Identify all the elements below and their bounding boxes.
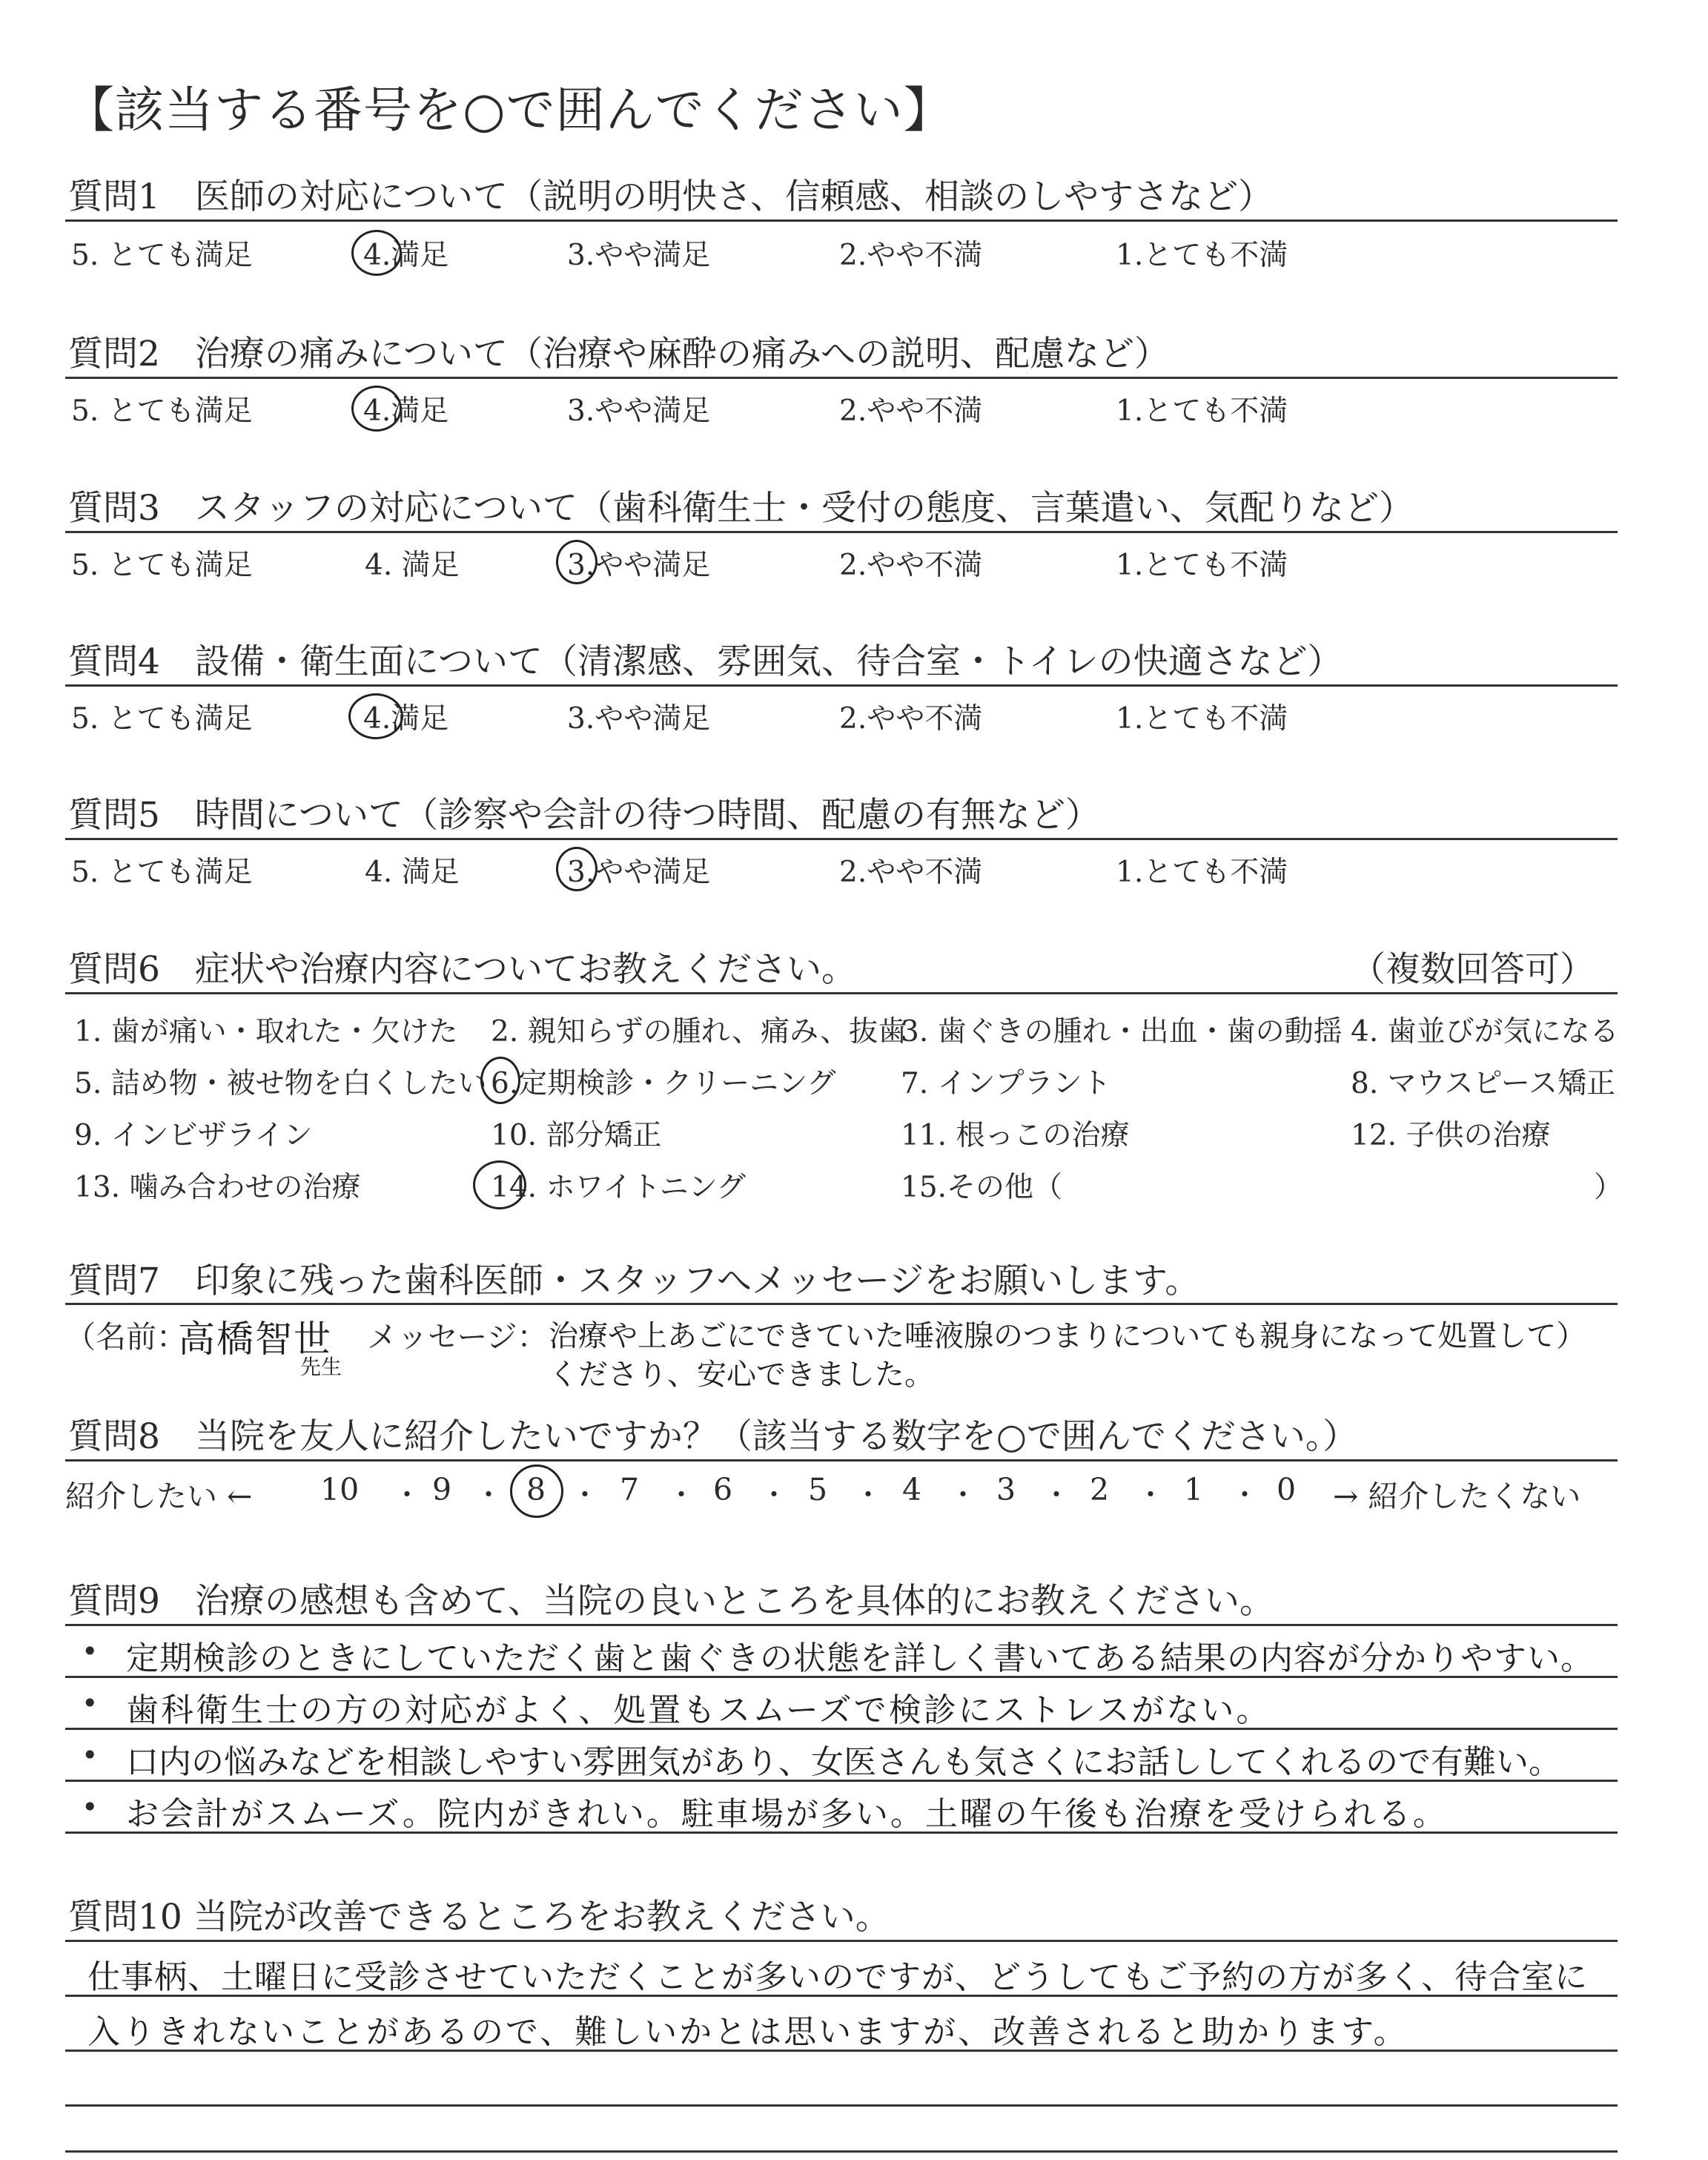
q5-option-5[interactable] bbox=[71, 849, 253, 891]
option-num: 3. bbox=[567, 394, 595, 428]
option-label: とても満足 bbox=[107, 856, 253, 889]
option-label: マウスピース矯正 bbox=[1387, 1067, 1615, 1100]
question-2-heading: 質問2 治療の痛みについて（治療や麻酔の痛みへの説明、配慮など） bbox=[68, 334, 1170, 374]
question-3-heading: 質問3 スタッフの対応について（歯科衛生士・受付の態度、言葉遣い、気配りなど） bbox=[68, 488, 1414, 529]
option-num: 4. bbox=[365, 549, 393, 582]
q3-option-5[interactable] bbox=[71, 542, 253, 584]
q6-option-9[interactable] bbox=[74, 1112, 312, 1154]
option-num: 3. bbox=[567, 549, 595, 582]
option-label: やや満足 bbox=[595, 394, 711, 428]
option-label: とても不満 bbox=[1143, 702, 1288, 736]
option-num: 3. bbox=[567, 702, 595, 736]
option-num: 4. bbox=[365, 856, 393, 889]
q8-scale-2[interactable]: 2 bbox=[1090, 1472, 1110, 1507]
option-label: 歯並びが気になる bbox=[1387, 1015, 1619, 1048]
question-1-heading: 質問1 医師の対応について（説明の明快さ、信頼感、相談のしやすさなど） bbox=[68, 176, 1274, 217]
q6-option-14[interactable] bbox=[491, 1164, 746, 1206]
q7-message-line-1[interactable]: 治療や上あごにできていた唾液腺のつまりについても親身になって処置して） bbox=[549, 1319, 1586, 1353]
option-label: 満足 bbox=[391, 239, 449, 272]
option-num: 2. bbox=[491, 1015, 519, 1048]
q2-option-3[interactable] bbox=[567, 388, 710, 429]
bullet-icon: • bbox=[82, 1635, 99, 1668]
q8-dot: ・ bbox=[1136, 1479, 1165, 1511]
q1-option-5[interactable] bbox=[71, 232, 253, 274]
q6-option-10[interactable] bbox=[491, 1112, 661, 1154]
option-num: 4. bbox=[363, 394, 391, 428]
q4-option-3[interactable] bbox=[567, 696, 710, 737]
option-num: 1. bbox=[1116, 549, 1144, 582]
option-label: 詰め物・被せ物を白くしたい bbox=[110, 1067, 487, 1100]
option-label: 満足 bbox=[391, 702, 449, 736]
q8-scale-1[interactable]: 1 bbox=[1184, 1472, 1204, 1507]
option-num: 12. bbox=[1351, 1119, 1397, 1152]
option-label: 定期検診・クリーニング bbox=[518, 1067, 836, 1100]
q6-option-15[interactable] bbox=[901, 1164, 1062, 1206]
option-num: 7. bbox=[901, 1067, 929, 1100]
q6-option-6[interactable] bbox=[491, 1060, 835, 1102]
q8-scale-9[interactable]: 9 bbox=[432, 1472, 452, 1507]
q6-option-2[interactable] bbox=[491, 1008, 907, 1050]
option-num: 13. bbox=[74, 1171, 121, 1204]
q6-option-4[interactable] bbox=[1351, 1008, 1619, 1050]
q6-other-close: ） bbox=[1594, 1171, 1623, 1204]
option-num: 2. bbox=[839, 856, 867, 889]
question-8-rule bbox=[65, 1459, 1618, 1462]
q8-dot: ・ bbox=[854, 1479, 883, 1511]
option-num: 9. bbox=[74, 1119, 102, 1152]
option-label: ホワイトニング bbox=[546, 1171, 746, 1204]
option-num: 1. bbox=[1116, 856, 1144, 889]
question-6-rule bbox=[65, 992, 1618, 994]
option-label: やや満足 bbox=[595, 856, 711, 889]
q7-name-sub: 先生 bbox=[300, 1355, 342, 1379]
question-9-heading: 質問9 治療の感想も含めて、当院の良いところを具体的にお教えください。 bbox=[68, 1581, 1274, 1622]
option-num: 1. bbox=[74, 1015, 102, 1048]
option-label: 親知らずの腫れ、痛み、抜歯 bbox=[527, 1015, 907, 1048]
q8-scale-6[interactable]: 6 bbox=[713, 1472, 733, 1507]
option-label: とても満足 bbox=[107, 394, 253, 428]
q5-option-4[interactable] bbox=[365, 849, 460, 891]
option-num: 1. bbox=[1116, 702, 1144, 736]
question-2-rule bbox=[65, 377, 1618, 379]
question-5-heading: 質問5 時間について（診察や会計の待つ時間、配慮の有無など） bbox=[68, 795, 1100, 836]
question-5-rule bbox=[65, 838, 1618, 840]
option-num: 11. bbox=[901, 1119, 947, 1152]
q7-message-label: メッセージ： bbox=[367, 1319, 548, 1355]
option-num: 4. bbox=[363, 702, 391, 736]
option-label: 満足 bbox=[401, 549, 460, 582]
option-num: 3. bbox=[901, 1015, 929, 1048]
selection-circle-q8 bbox=[510, 1464, 563, 1518]
bullet-icon: • bbox=[82, 1687, 99, 1720]
q6-option-7[interactable] bbox=[901, 1060, 1111, 1102]
q9-answer-4[interactable]: お会計がスムーズ。院内がきれい。駐車場が多い。土曜の午後も治療を受けられる。 bbox=[126, 1795, 1448, 1833]
q3-option-2[interactable] bbox=[839, 542, 982, 584]
q8-dot: ・ bbox=[1231, 1479, 1260, 1511]
form-title: 【該当する番号を○で囲んでください】 bbox=[65, 82, 953, 139]
option-num: 4. bbox=[363, 239, 391, 272]
selection-circle-q1 bbox=[351, 230, 402, 276]
q8-dot: ・ bbox=[760, 1479, 789, 1511]
option-label: やや満足 bbox=[595, 549, 711, 582]
option-label: やや不満 bbox=[867, 549, 983, 582]
option-label: 満足 bbox=[391, 394, 449, 428]
option-num: 5. bbox=[71, 239, 99, 272]
q8-dot: ・ bbox=[393, 1479, 422, 1511]
option-label: インプラント bbox=[937, 1067, 1111, 1100]
option-num: 5. bbox=[74, 1067, 102, 1100]
q8-dot: ・ bbox=[667, 1479, 696, 1511]
q3-option-4[interactable] bbox=[365, 542, 460, 584]
selection-circle-q5 bbox=[556, 847, 598, 891]
q8-scale-10[interactable]: 10 bbox=[320, 1472, 360, 1507]
option-label: とても満足 bbox=[107, 239, 253, 272]
option-num: 8. bbox=[1351, 1067, 1379, 1100]
q7-name-label: （名前： bbox=[65, 1319, 187, 1355]
question-9-rule-1 bbox=[65, 1624, 1618, 1626]
option-label: やや満足 bbox=[595, 239, 711, 272]
question-10-rule-5 bbox=[65, 2150, 1618, 2153]
question-10-rule-1 bbox=[65, 1940, 1618, 1942]
option-label: やや不満 bbox=[867, 239, 983, 272]
q8-scale-5[interactable]: 5 bbox=[808, 1472, 828, 1507]
q6-option-5[interactable] bbox=[74, 1060, 487, 1102]
q4-option-2[interactable] bbox=[839, 696, 982, 737]
q8-left-label: 紹介したい ← bbox=[65, 1479, 253, 1514]
option-label: 歯が痛い・取れた・欠けた bbox=[110, 1015, 458, 1048]
option-label: とても不満 bbox=[1143, 239, 1288, 272]
option-label: とても不満 bbox=[1143, 394, 1288, 428]
selection-circle-q4 bbox=[348, 693, 403, 739]
question-10-heading: 質問10 当院が改善できるところをお教えください。 bbox=[68, 1897, 890, 1938]
option-num: 15. bbox=[901, 1171, 947, 1204]
option-num: 10. bbox=[491, 1119, 537, 1152]
q4-option-1[interactable] bbox=[1116, 696, 1288, 737]
option-label: とても不満 bbox=[1143, 856, 1288, 889]
question-4-rule bbox=[65, 684, 1618, 687]
q6-option-13[interactable] bbox=[74, 1164, 360, 1206]
q5-option-2[interactable] bbox=[839, 849, 982, 891]
q8-scale-0[interactable]: 0 bbox=[1277, 1472, 1297, 1507]
option-num: 2. bbox=[839, 239, 867, 272]
q2-option-1[interactable] bbox=[1116, 388, 1288, 429]
q8-dot: ・ bbox=[474, 1479, 503, 1511]
option-label: インビザライン bbox=[110, 1119, 313, 1152]
question-6-heading: 質問6 症状や治療内容についてお教えください。 bbox=[68, 949, 856, 990]
selection-circle-q6-14 bbox=[473, 1160, 526, 1209]
q5-option-1[interactable] bbox=[1116, 849, 1288, 891]
q8-scale-4[interactable]: 4 bbox=[902, 1472, 922, 1507]
q8-scale-7[interactable]: 7 bbox=[620, 1472, 640, 1507]
option-num: 2. bbox=[839, 549, 867, 582]
q4-option-5[interactable] bbox=[71, 696, 253, 737]
q1-option-1[interactable] bbox=[1116, 232, 1288, 274]
option-label: やや不満 bbox=[867, 856, 983, 889]
option-num: 4. bbox=[1351, 1015, 1379, 1048]
q10-answer-2[interactable]: 入りきれないことがあるので、難しいかとは思いますが、改善されると助かります。 bbox=[87, 2013, 1409, 2051]
q8-dot: ・ bbox=[1042, 1479, 1071, 1511]
q9-answer-2[interactable]: 歯科衛生士の方の対応がよく、処置もスムーズで検診にストレスがない。 bbox=[126, 1691, 1271, 1729]
option-num: 1. bbox=[1116, 394, 1144, 428]
q7-message-line-2[interactable]: くださり、安心できました。 bbox=[549, 1358, 934, 1392]
option-num: 5. bbox=[71, 549, 99, 582]
question-7-rule bbox=[65, 1303, 1618, 1305]
option-label: 満足 bbox=[401, 856, 460, 889]
q9-answer-3[interactable]: 口内の悩みなどを相談しやすい雰囲気があり、女医さんも気さくにお話ししてくれるので有難い。 bbox=[126, 1743, 1561, 1781]
option-num: 5. bbox=[71, 394, 99, 428]
q10-answer-1[interactable]: 仕事柄、土曜日に受診させていただくことが多いのですが、どうしてもご予約の方が多く、待合室に bbox=[87, 1958, 1589, 1996]
question-10-rule-4 bbox=[65, 2104, 1618, 2107]
option-num: 1. bbox=[1116, 239, 1144, 272]
question-1-rule bbox=[65, 219, 1618, 222]
option-label: やや満足 bbox=[595, 702, 711, 736]
question-8-heading: 質問8 当院を友人に紹介したいですか？（該当する数字を○で囲んでください。） bbox=[68, 1416, 1358, 1457]
option-num: 6. bbox=[491, 1067, 519, 1100]
option-num: 5. bbox=[71, 856, 99, 889]
option-label: とても不満 bbox=[1143, 549, 1288, 582]
option-label: とても満足 bbox=[107, 702, 253, 736]
q8-dot: ・ bbox=[571, 1479, 600, 1511]
q8-dot: ・ bbox=[949, 1479, 978, 1511]
option-label: 噛み合わせの治療 bbox=[129, 1171, 361, 1204]
option-label: 根っこの治療 bbox=[956, 1119, 1130, 1152]
option-label: 歯ぐきの腫れ・出血・歯の動揺 bbox=[937, 1015, 1343, 1048]
q2-option-2[interactable] bbox=[839, 388, 982, 429]
question-6-note: （複数回答可） bbox=[1351, 949, 1595, 990]
q6-option-3[interactable] bbox=[901, 1008, 1343, 1050]
q1-option-2[interactable] bbox=[839, 232, 982, 274]
q8-scale-8[interactable]: 8 bbox=[526, 1472, 546, 1507]
option-label: とても満足 bbox=[107, 549, 253, 582]
q1-option-3[interactable] bbox=[567, 232, 710, 274]
q9-answer-1[interactable]: 定期検診のときにしていただく歯と歯ぐきの状態を詳しく書いてある結果の内容が分かりやすい。 bbox=[126, 1639, 1594, 1677]
option-label: その他（ bbox=[947, 1171, 1063, 1204]
option-label: 子供の治療 bbox=[1406, 1119, 1551, 1152]
q7-name-value[interactable]: 高橋智世 bbox=[178, 1318, 332, 1361]
option-num: 14. bbox=[491, 1171, 537, 1204]
selection-circle-q3 bbox=[556, 540, 598, 584]
selection-circle-q2 bbox=[351, 386, 402, 432]
q6-option-1[interactable] bbox=[74, 1008, 458, 1050]
option-num: 3. bbox=[567, 856, 595, 889]
option-label: やや不満 bbox=[867, 394, 983, 428]
question-4-heading: 質問4 設備・衛生面について（清潔感、雰囲気、待合室・トイレの快適さなど） bbox=[68, 641, 1343, 682]
question-7-heading: 質問7 印象に残った歯科医師・スタッフへメッセージをお願いします。 bbox=[68, 1261, 1200, 1301]
q6-option-11[interactable] bbox=[901, 1112, 1129, 1154]
q2-option-5[interactable] bbox=[71, 388, 253, 429]
option-num: 2. bbox=[839, 394, 867, 428]
option-num: 2. bbox=[839, 702, 867, 736]
q6-option-8[interactable] bbox=[1351, 1060, 1615, 1102]
bullet-icon: • bbox=[82, 1739, 99, 1771]
selection-circle-q6-6 bbox=[480, 1057, 520, 1104]
q8-right-label: → 紹介したくない bbox=[1333, 1479, 1581, 1514]
option-num: 3. bbox=[567, 239, 595, 272]
q6-option-12[interactable] bbox=[1351, 1112, 1550, 1154]
option-label: やや不満 bbox=[867, 702, 983, 736]
question-3-rule bbox=[65, 531, 1618, 533]
q8-scale-3[interactable]: 3 bbox=[996, 1472, 1016, 1507]
option-num: 5. bbox=[71, 702, 99, 736]
option-label: 部分矯正 bbox=[546, 1119, 662, 1152]
q3-option-1[interactable] bbox=[1116, 542, 1288, 584]
bullet-icon: • bbox=[82, 1791, 99, 1823]
